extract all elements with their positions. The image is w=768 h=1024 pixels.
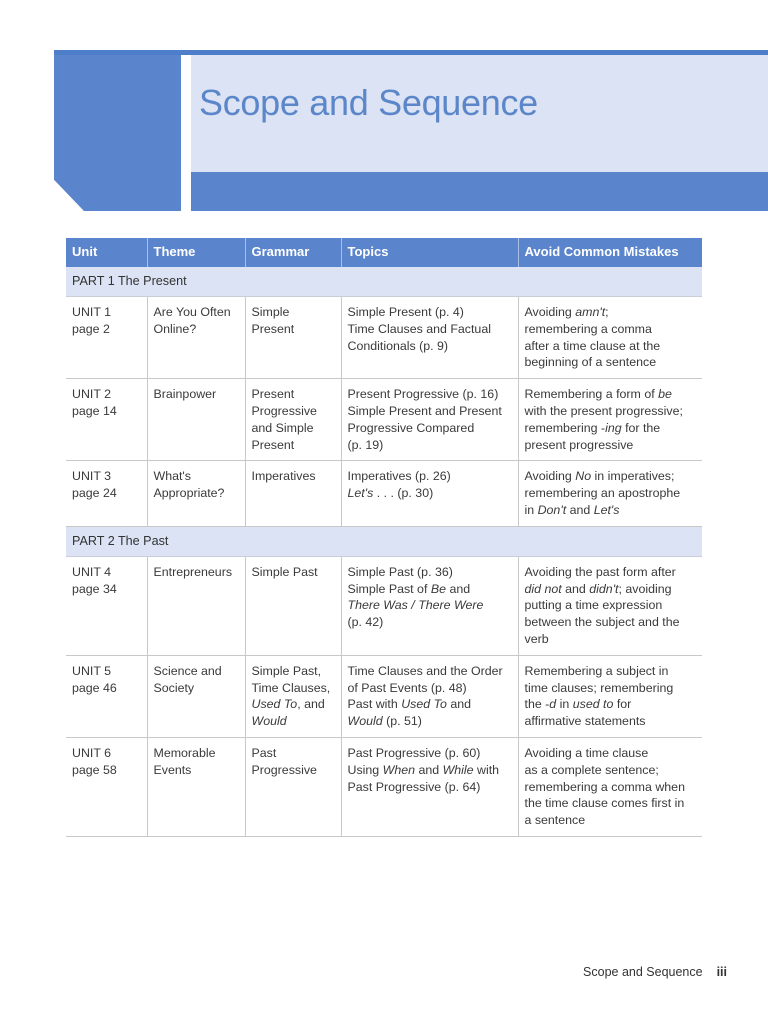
mistakes-cell <box>518 737 702 836</box>
mistakes-cell <box>518 655 702 737</box>
topic-line: Present Progressive (p. 16) <box>347 387 499 402</box>
grammar-cell <box>245 737 341 836</box>
theme-line: Entrepreneurs <box>153 564 233 579</box>
topic-line: Simple Past of Be and <box>347 581 471 596</box>
table-row <box>66 461 702 526</box>
unit-cell <box>66 461 147 526</box>
mistakes-cell <box>518 379 702 461</box>
grammar-cell <box>245 556 341 655</box>
mistake-line: the -d in used to for <box>524 697 632 712</box>
grammar-line: Simple Past, <box>251 663 322 678</box>
mistake-line: remembering -ing for the <box>524 420 661 435</box>
column-header-theme: Theme <box>147 238 245 267</box>
unit-page: page 58 <box>72 762 117 777</box>
topic-line: Past with Used To and <box>347 697 472 712</box>
mistakes-cell <box>518 297 702 379</box>
theme-line: What's <box>153 469 191 484</box>
topic-line: Would (p. 51) <box>347 714 422 729</box>
theme-cell <box>147 655 245 737</box>
table-row <box>66 379 702 461</box>
mistake-line: Avoiding amn't; <box>524 305 609 319</box>
theme-line: Online? <box>153 321 197 336</box>
table-row <box>66 556 702 655</box>
mistake-line: time clauses; remembering <box>524 680 674 695</box>
topic-line: Simple Present (p. 4) <box>347 305 464 319</box>
mistake-line: remembering an apostrophe <box>524 486 681 501</box>
grammar-line: Present <box>251 437 295 452</box>
mistake-line: present progressive <box>524 437 634 452</box>
topic-line: Imperatives (p. 26) <box>347 469 451 484</box>
topics-cell <box>341 379 518 461</box>
mistake-line: Avoiding No in imperatives; <box>524 469 675 484</box>
theme-cell <box>147 297 245 379</box>
unit-label: UNIT 3 <box>72 469 112 484</box>
mistake-line: in Don't and Let's <box>524 502 620 517</box>
theme-line: Brainpower <box>153 387 217 402</box>
unit-label: UNIT 6 <box>72 745 112 760</box>
table-row <box>66 655 702 737</box>
page-footer <box>583 965 727 979</box>
mistake-line: with the present progressive; <box>524 403 683 418</box>
topic-line: of Past Events (p. 48) <box>347 680 467 695</box>
mistake-line: remembering a comma <box>524 321 652 336</box>
grammar-cell <box>245 461 341 526</box>
grammar-line: Past <box>251 745 277 760</box>
mistake-line: the time clause comes first in <box>524 796 685 811</box>
unit-page: page 24 <box>72 486 117 501</box>
theme-line: Appropriate? <box>153 486 225 501</box>
topic-line: Let's . . . (p. 30) <box>347 486 434 501</box>
grammar-line: Present <box>251 321 295 336</box>
mistake-line: Avoiding a time clause <box>524 745 649 760</box>
topics-cell <box>341 461 518 526</box>
unit-cell <box>66 655 147 737</box>
grammar-line: and Simple <box>251 420 314 435</box>
mistake-line: as a complete sentence; <box>524 762 659 777</box>
header-accent-block <box>54 55 181 211</box>
grammar-cell <box>245 655 341 737</box>
page-number: iii <box>716 965 727 979</box>
unit-cell <box>66 556 147 655</box>
unit-page: page 2 <box>72 321 110 336</box>
scope-table <box>66 238 702 837</box>
unit-label: UNIT 2 <box>72 387 112 402</box>
table-header-row <box>66 238 702 267</box>
grammar-line: Progressive <box>251 762 317 777</box>
mistakes-cell <box>518 461 702 526</box>
theme-line: Society <box>153 680 195 695</box>
part-heading-row <box>66 267 702 297</box>
part-heading: PART 2 The Past <box>66 526 702 556</box>
topic-line: Time Clauses and the Order <box>347 663 503 678</box>
theme-cell <box>147 737 245 836</box>
mistake-line: between the subject and the <box>524 615 680 630</box>
mistake-line: affirmative statements <box>524 714 646 729</box>
mistake-line: Remembering a subject in <box>524 663 669 678</box>
grammar-line: Imperatives <box>251 469 316 484</box>
mistake-line: a sentence <box>524 813 586 828</box>
unit-page: page 14 <box>72 403 117 418</box>
topic-line: Past Progressive (p. 64) <box>347 779 481 794</box>
grammar-line: Progressive <box>251 403 317 418</box>
mistake-line: did not and didn't; avoiding <box>524 581 672 596</box>
topic-line: There Was / There Were <box>347 598 484 613</box>
page-title: Scope and Sequence <box>199 82 538 123</box>
mistake-line: beginning of a sentence <box>524 355 657 370</box>
part-heading: PART 1 The Present <box>66 267 702 297</box>
mistake-line: Remembering a form of be <box>524 387 672 402</box>
grammar-line: Present <box>251 387 295 402</box>
topics-cell <box>341 297 518 379</box>
unit-page: page 34 <box>72 581 117 596</box>
topic-line: Simple Past (p. 36) <box>347 564 453 579</box>
theme-line: Memorable <box>153 745 216 760</box>
mistake-line: Avoiding the past form after <box>524 564 676 579</box>
unit-cell <box>66 379 147 461</box>
grammar-cell <box>245 379 341 461</box>
unit-label: UNIT 4 <box>72 564 112 579</box>
mistakes-cell <box>518 556 702 655</box>
topic-line: Using When and While with <box>347 762 500 777</box>
grammar-line: Simple <box>251 305 290 319</box>
topics-cell <box>341 737 518 836</box>
grammar-line: Would <box>251 714 287 729</box>
column-header-avoid-common-mistakes: Avoid Common Mistakes <box>518 238 702 267</box>
topic-line: Time Clauses and Factual <box>347 321 491 336</box>
theme-line: Events <box>153 762 192 777</box>
footer-label: Scope and Sequence <box>583 965 703 979</box>
column-header-grammar: Grammar <box>245 238 341 267</box>
topic-line: Simple Present and Present <box>347 403 502 418</box>
unit-label: UNIT 1 <box>72 305 112 319</box>
unit-label: UNIT 5 <box>72 663 112 678</box>
mistake-line: after a time clause at the <box>524 338 661 353</box>
grammar-line: Simple Past <box>251 564 318 579</box>
table-row <box>66 297 702 379</box>
topic-line: (p. 42) <box>347 615 384 630</box>
part-heading-row <box>66 526 702 556</box>
header-blue-bar <box>191 172 768 211</box>
unit-page: page 46 <box>72 680 117 695</box>
column-header-topics: Topics <box>341 238 518 267</box>
topics-cell <box>341 556 518 655</box>
theme-line: Are You Often <box>153 305 231 319</box>
theme-line: Science and <box>153 663 222 678</box>
mistake-line: verb <box>524 631 549 646</box>
column-header-unit: Unit <box>66 238 147 267</box>
topic-line: Conditionals (p. 9) <box>347 338 449 353</box>
topic-line: (p. 19) <box>347 437 384 452</box>
grammar-line: Used To, and <box>251 697 325 712</box>
theme-cell <box>147 379 245 461</box>
topics-cell <box>341 655 518 737</box>
table-row <box>66 737 702 836</box>
unit-cell <box>66 737 147 836</box>
grammar-cell <box>245 297 341 379</box>
mistake-line: remembering a comma when <box>524 779 685 794</box>
mistake-line: putting a time expression <box>524 598 663 613</box>
theme-cell <box>147 461 245 526</box>
topic-line: Past Progressive (p. 60) <box>347 745 481 760</box>
grammar-line: Time Clauses, <box>251 680 331 695</box>
topic-line: Progressive Compared <box>347 420 475 435</box>
theme-cell <box>147 556 245 655</box>
unit-cell <box>66 297 147 379</box>
